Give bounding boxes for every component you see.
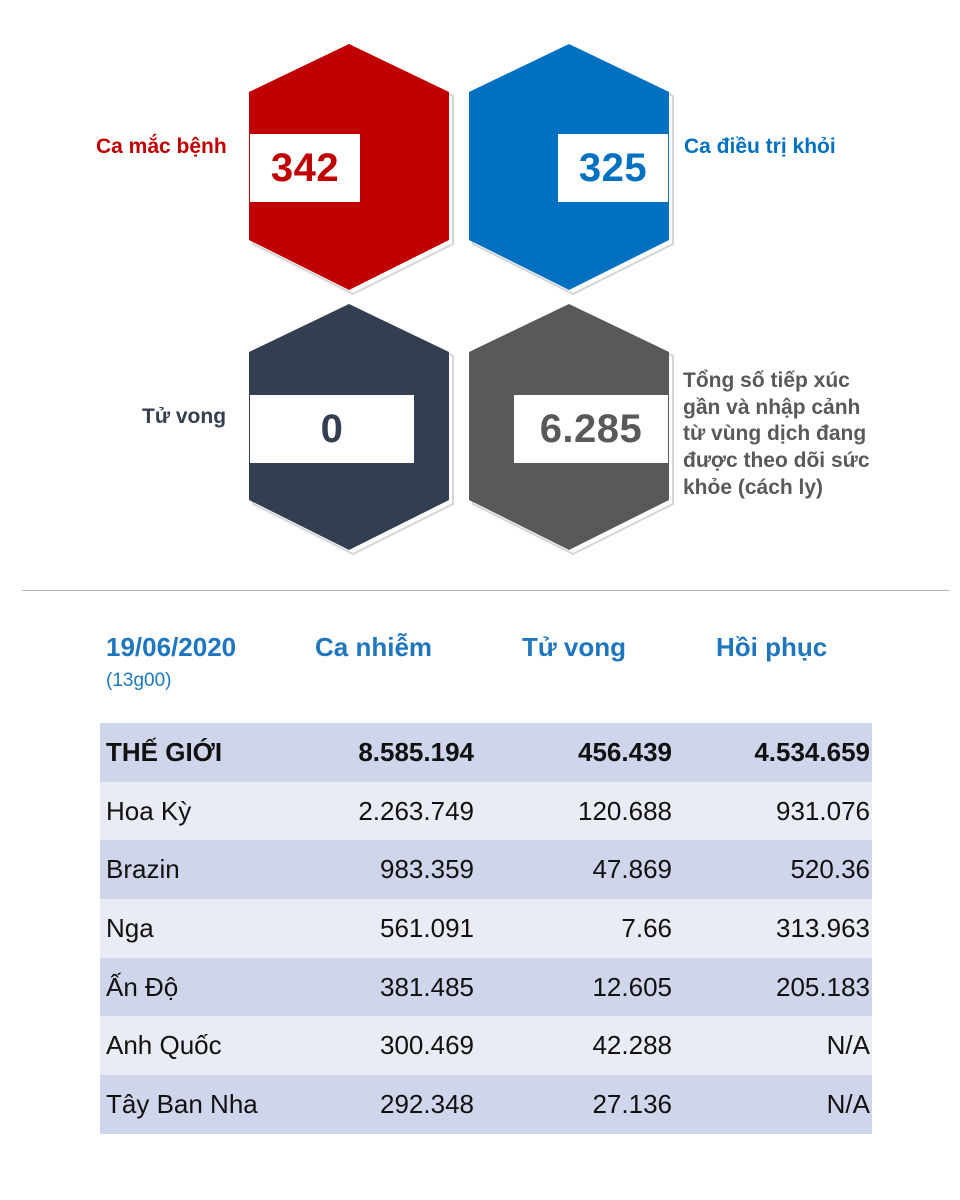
table-row <box>100 782 872 841</box>
row-name: THẾ GIỚI <box>106 736 223 767</box>
row-name: Ấn Độ <box>106 971 179 1002</box>
header-deaths: Tử vong <box>522 632 627 662</box>
row-recovered: 205.183 <box>776 971 870 1002</box>
table-row-world <box>100 723 872 782</box>
row-deaths: 27.136 <box>592 1088 672 1119</box>
row-deaths: 47.869 <box>592 854 672 885</box>
row-name: Anh Quốc <box>106 1030 222 1061</box>
recovered-value: 325 <box>558 134 668 202</box>
table-row <box>100 1075 872 1134</box>
row-recovered: 931.076 <box>776 795 870 826</box>
row-cases: 561.091 <box>380 912 474 943</box>
header-recovered: Hồi phục <box>716 632 828 662</box>
table-row <box>100 840 872 899</box>
table-date: 19/06/2020 <box>106 632 237 662</box>
row-deaths: 7.66 <box>621 912 672 943</box>
row-deaths: 42.288 <box>592 1030 672 1061</box>
row-name: Brazin <box>106 854 180 885</box>
monitored-label: Tổng số tiếp xúc gần và nhập cảnh từ vùng dịch đang được theo dõi sức khỏe (cách ly) <box>683 369 870 499</box>
row-cases: 983.359 <box>380 854 474 885</box>
row-cases: 2.263.749 <box>358 795 474 826</box>
deaths-value: 0 <box>250 395 414 463</box>
table-row <box>100 958 872 1017</box>
row-recovered: 520.36 <box>790 854 870 885</box>
row-recovered: N/A <box>826 1088 870 1119</box>
row-recovered: 313.963 <box>776 912 870 943</box>
row-name: Tây Ban Nha <box>106 1088 258 1119</box>
row-recovered: N/A <box>826 1030 870 1061</box>
row-cases: 300.469 <box>380 1030 474 1061</box>
row-cases: 292.348 <box>380 1088 474 1119</box>
table-row <box>100 1016 872 1075</box>
row-name: Hoa Kỳ <box>106 795 192 826</box>
table-row <box>100 899 872 958</box>
row-cases: 381.485 <box>380 971 474 1002</box>
monitored-value: 6.285 <box>514 395 668 463</box>
recovered-label: Ca điều trị khỏi <box>684 135 836 158</box>
section-divider <box>22 590 950 591</box>
stats-table <box>100 723 872 1134</box>
row-name: Nga <box>106 912 154 943</box>
row-deaths: 456.439 <box>578 736 672 767</box>
header-cases: Ca nhiễm <box>315 632 433 662</box>
cases-value: 342 <box>250 134 360 202</box>
table-time: (13g00) <box>106 670 172 691</box>
row-deaths: 12.605 <box>592 971 672 1002</box>
deaths-label: Tử vong <box>142 405 227 428</box>
row-cases: 8.585.194 <box>358 736 474 767</box>
cases-label: Ca mắc bệnh <box>96 135 227 158</box>
row-recovered: 4.534.659 <box>754 736 870 767</box>
row-deaths: 120.688 <box>578 795 672 826</box>
